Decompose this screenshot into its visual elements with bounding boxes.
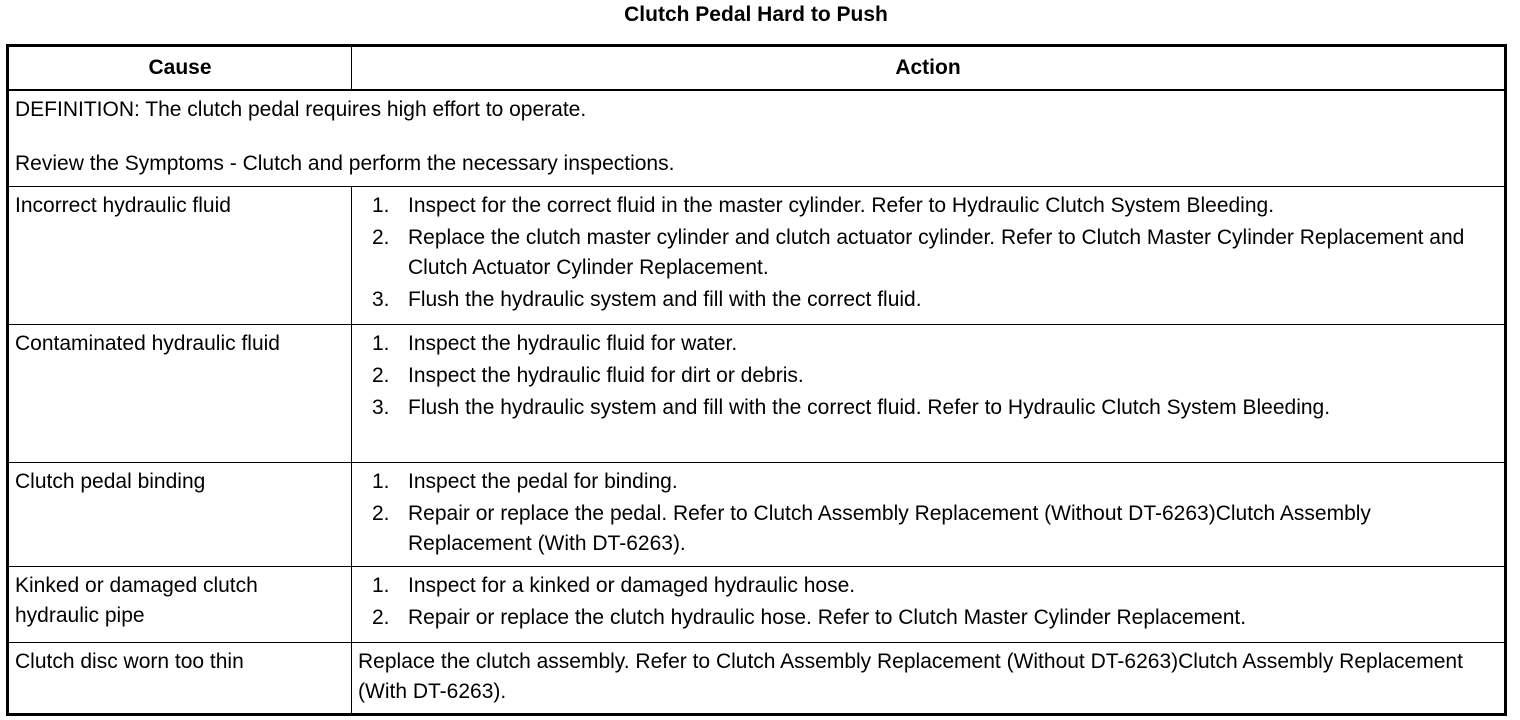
action-cell	[352, 566, 1506, 642]
step-number: 2.	[372, 501, 390, 525]
step-text: Inspect the pedal for binding.	[408, 469, 678, 493]
action-steps	[358, 191, 1498, 315]
step-number: 2.	[372, 225, 390, 249]
cause-cell: Contaminated hydraulic fluid	[8, 324, 352, 462]
step-number: 2.	[372, 605, 390, 629]
step-number: 1.	[372, 331, 390, 355]
action-step	[358, 571, 1498, 601]
table-row	[8, 566, 1506, 642]
step-number: 3.	[372, 287, 390, 311]
cause-cell: Kinked or damaged clutch hydraulic pipe	[8, 566, 352, 642]
step-text: Inspect the hydraulic fluid for dirt or debris.	[408, 363, 804, 387]
action-steps	[358, 571, 1498, 633]
action-steps	[358, 329, 1498, 423]
definition-row	[8, 90, 1506, 186]
page-title: Clutch Pedal Hard to Push	[624, 3, 888, 26]
action-step	[358, 603, 1498, 633]
table-row	[8, 642, 1506, 714]
step-number: 1.	[372, 573, 390, 597]
table-row	[8, 462, 1506, 566]
cause-cell: Incorrect hydraulic fluid	[8, 186, 352, 324]
definition-spacer	[15, 125, 1498, 149]
action-step	[358, 329, 1498, 359]
action-step	[358, 223, 1498, 283]
table-row	[8, 324, 1506, 462]
action-cell: Replace the clutch assembly. Refer to Clutch Assembly Replacement (Without DT-6263)Clutch Assembly Replacement (With DT-6263).	[352, 642, 1506, 714]
definition-cell	[8, 90, 1506, 186]
action-step	[358, 361, 1498, 391]
step-number: 1.	[372, 193, 390, 217]
action-step	[358, 191, 1498, 221]
action-steps	[358, 467, 1498, 559]
step-text: Inspect for the correct fluid in the master cylinder. Refer to Hydraulic Clutch System Bleeding.	[408, 193, 1275, 217]
cause-column-header: Cause	[8, 46, 352, 91]
step-text: Flush the hydraulic system and fill with the correct fluid.	[408, 287, 922, 311]
header-row	[8, 46, 1506, 91]
action-cell	[352, 324, 1506, 462]
action-step	[358, 285, 1498, 315]
step-text: Inspect the hydraulic fluid for water.	[408, 331, 738, 355]
troubleshooting-table	[6, 44, 1507, 716]
action-step	[358, 499, 1498, 559]
step-text: Repair or replace the pedal. Refer to Clutch Assembly Replacement (Without DT-6263)Clutch Assembly Replacement (With DT-6263).	[408, 501, 1371, 555]
cause-cell: Clutch disc worn too thin	[8, 642, 352, 714]
action-cell	[352, 186, 1506, 324]
cause-cell: Clutch pedal binding	[8, 462, 352, 566]
definition-text: DEFINITION: The clutch pedal requires high effort to operate.	[15, 98, 587, 121]
action-step	[358, 393, 1498, 423]
action-step	[358, 467, 1498, 497]
table-row	[8, 186, 1506, 324]
step-text: Inspect for a kinked or damaged hydraulic hose.	[408, 573, 856, 597]
definition-instruction: Review the Symptoms - Clutch and perform the necessary inspections.	[15, 152, 675, 175]
step-number: 2.	[372, 363, 390, 387]
step-number: 1.	[372, 469, 390, 493]
step-number: 3.	[372, 395, 390, 419]
action-cell	[352, 462, 1506, 566]
step-text: Repair or replace the clutch hydraulic hose. Refer to Clutch Master Cylinder Replacement.	[408, 605, 1247, 629]
step-text: Replace the clutch master cylinder and clutch actuator cylinder. Refer to Clutch Master Cylinder Replacement and Clutch Actuator Cylinder Replacement.	[408, 225, 1465, 279]
step-text: Flush the hydraulic system and fill with the correct fluid. Refer to Hydraulic Clutch System Bleeding.	[408, 395, 1331, 419]
action-column-header: Action	[352, 46, 1506, 91]
